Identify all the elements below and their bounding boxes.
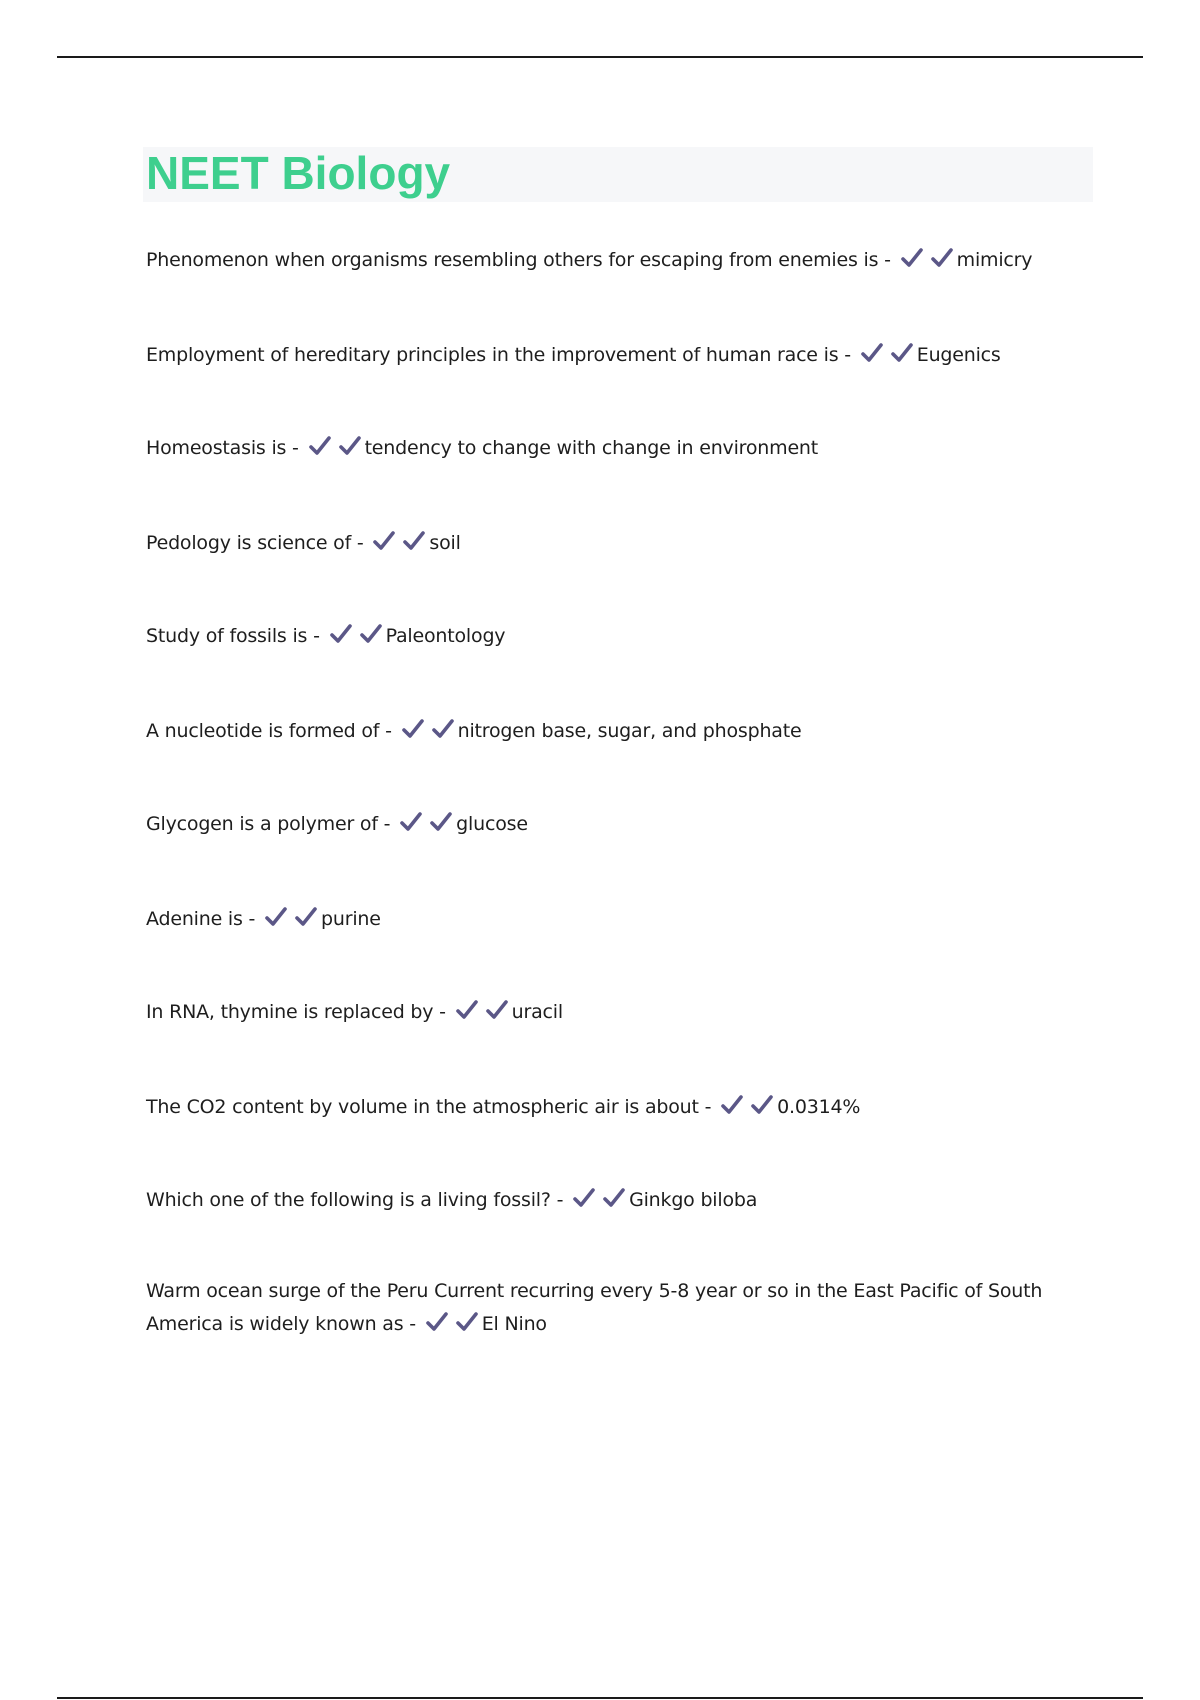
- question-text: Pedology is science of -: [146, 532, 364, 554]
- checkmark-icon: [455, 1310, 479, 1334]
- question-text: Which one of the following is a living fossil? -: [146, 1189, 564, 1211]
- checkmark-icon: [572, 1186, 596, 1210]
- answer-text: El Nino: [481, 1313, 547, 1335]
- answer-text: Eugenics: [916, 344, 1001, 366]
- answer-text: 0.0314%: [777, 1096, 861, 1118]
- checkmark-icon: [338, 434, 362, 458]
- answer-text: tendency to change with change in environment: [364, 437, 819, 459]
- qa-item: [146, 1184, 1096, 1217]
- answer-text: Ginkgo biloba: [629, 1189, 758, 1211]
- qa-item: [146, 339, 1096, 372]
- answer-text: glucose: [456, 813, 528, 835]
- qa-item: [146, 1275, 1096, 1341]
- checkmark-icon: [264, 905, 288, 929]
- checkmark-icon: [329, 622, 353, 646]
- checkmark-icon: [890, 341, 914, 365]
- bottom-rule: [57, 1697, 1143, 1699]
- qa-item: [146, 903, 1096, 936]
- checkmark-icon: [860, 341, 884, 365]
- question-text: Phenomenon when organisms resembling others for escaping from enemies is -: [146, 249, 891, 271]
- question-text: Adenine is -: [146, 908, 256, 930]
- question-text: A nucleotide is formed of -: [146, 720, 392, 742]
- checkmark-icon: [930, 246, 954, 270]
- answer-text: soil: [429, 532, 461, 554]
- qa-item: [146, 715, 1096, 748]
- checkmark-icon: [720, 1093, 744, 1117]
- checkmark-icon: [399, 810, 423, 834]
- question-text: Study of fossils is -: [146, 625, 320, 647]
- qa-item: [146, 996, 1096, 1029]
- qa-item: [146, 808, 1096, 841]
- qa-item: [146, 527, 1096, 560]
- checkmark-icon: [431, 717, 455, 741]
- checkmark-icon: [308, 434, 332, 458]
- checkmark-icon: [425, 1310, 449, 1334]
- checkmark-icon: [602, 1186, 626, 1210]
- answer-text: mimicry: [956, 249, 1033, 271]
- checkmark-icon: [294, 905, 318, 929]
- checkmark-icon: [372, 529, 396, 553]
- question-text: The CO2 content by volume in the atmospheric air is about -: [146, 1096, 712, 1118]
- qa-item: [146, 620, 1096, 653]
- answer-text: uracil: [511, 1001, 563, 1023]
- answer-text: purine: [321, 908, 381, 930]
- question-text: In RNA, thymine is replaced by -: [146, 1001, 446, 1023]
- checkmark-icon: [402, 529, 426, 553]
- checkmark-icon: [750, 1093, 774, 1117]
- checkmark-icon: [429, 810, 453, 834]
- checkmark-icon: [455, 998, 479, 1022]
- qa-item: [146, 432, 1096, 465]
- checkmark-icon: [401, 717, 425, 741]
- qa-item: [146, 1091, 1096, 1124]
- qa-item: [146, 244, 1096, 277]
- question-text: Employment of hereditary principles in the improvement of human race is -: [146, 344, 851, 366]
- document-title: NEET Biology: [146, 147, 451, 199]
- checkmark-icon: [359, 622, 383, 646]
- checkmark-icon: [485, 998, 509, 1022]
- top-rule: [57, 56, 1143, 58]
- question-text: Homeostasis is -: [146, 437, 299, 459]
- question-text: Glycogen is a polymer of -: [146, 813, 391, 835]
- checkmark-icon: [900, 246, 924, 270]
- question-text: Warm ocean surge of the Peru Current recurring every 5-8 year or so in the East Pacific of South America is widely known as -: [146, 1280, 1043, 1335]
- answer-text: nitrogen base, sugar, and phosphate: [457, 720, 802, 742]
- answer-text: Paleontology: [385, 625, 506, 647]
